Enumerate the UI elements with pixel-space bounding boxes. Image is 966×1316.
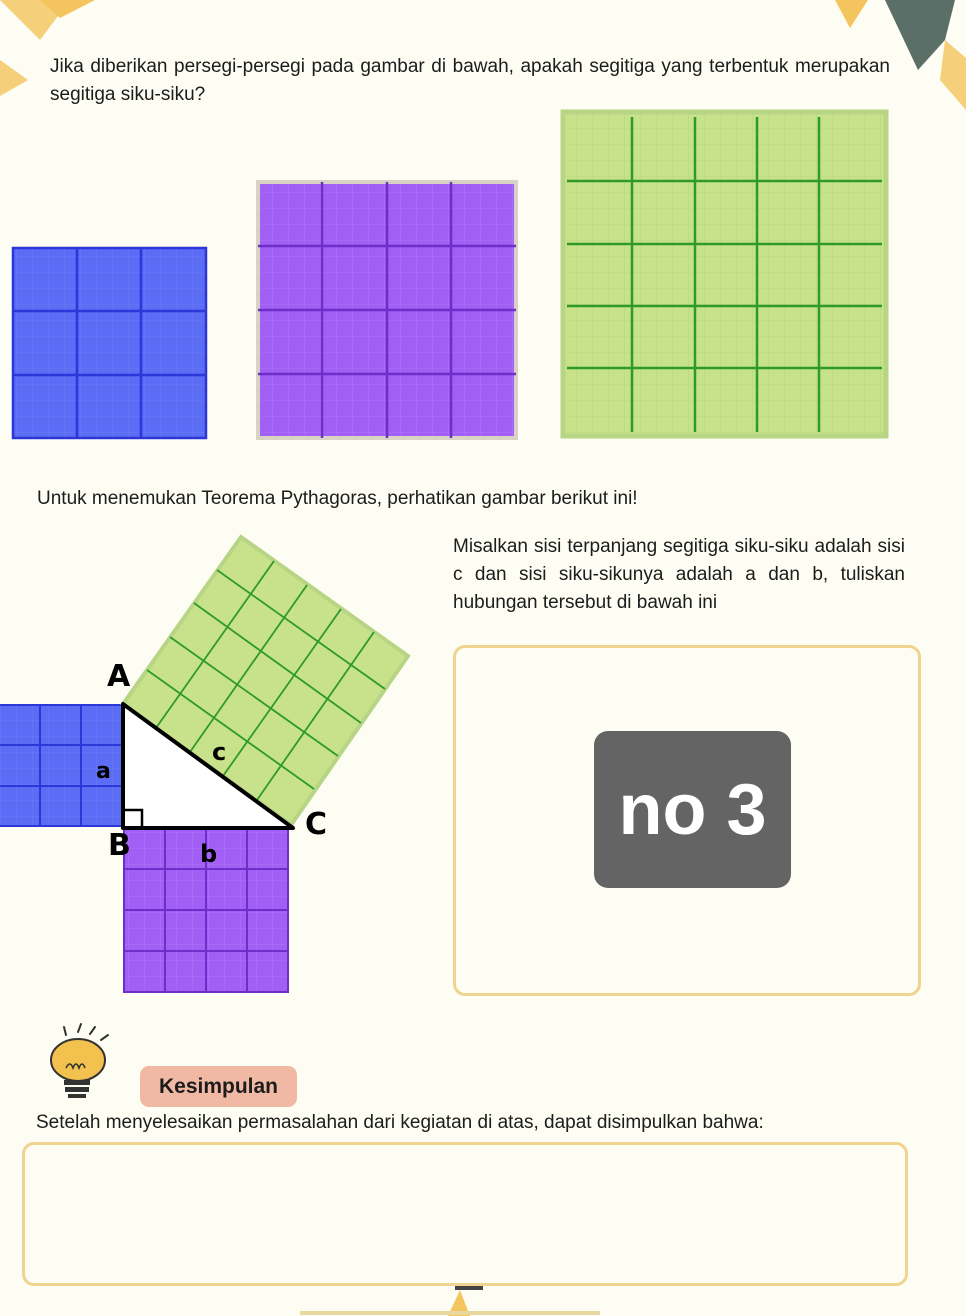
kesimpulan-label: Kesimpulan — [140, 1066, 297, 1107]
side-label-c: c — [212, 738, 227, 766]
green-square-5x5 — [563, 112, 886, 436]
purple-square-4x4 — [258, 182, 516, 438]
side-question: Misalkan sisi terpanjang segitiga siku-siku adalah sisi c dan sisi siku-sikunya adalah a dan b, tuliskan hubungan tersebut di bawah ini — [453, 536, 905, 613]
intro-question: Jika diberikan persegi-persegi pada gambar di bawah, apakah segitiga yang terbentuk merupakan segitiga siku-siku? — [50, 56, 890, 105]
lightbulb-icon — [51, 1024, 108, 1098]
blue-square-3x3 — [13, 248, 206, 438]
section-title: Untuk menemukan Teorema Pythagoras, perhatikan gambar berikut ini! — [37, 488, 638, 509]
vertex-label-b: B — [108, 828, 131, 863]
side-label-b: b — [200, 840, 218, 868]
conclusion-prompt: Setelah menyelesaikan permasalahan dari kegiatan di atas, dapat disimpulkan bahwa: — [36, 1112, 764, 1133]
vertex-label-a: A — [107, 659, 131, 694]
answer-overlay-badge: no 3 — [594, 731, 791, 888]
vertex-label-c: C — [305, 807, 328, 842]
side-label-a: a — [96, 759, 111, 784]
answer-box-conclusion[interactable] — [22, 1142, 908, 1286]
